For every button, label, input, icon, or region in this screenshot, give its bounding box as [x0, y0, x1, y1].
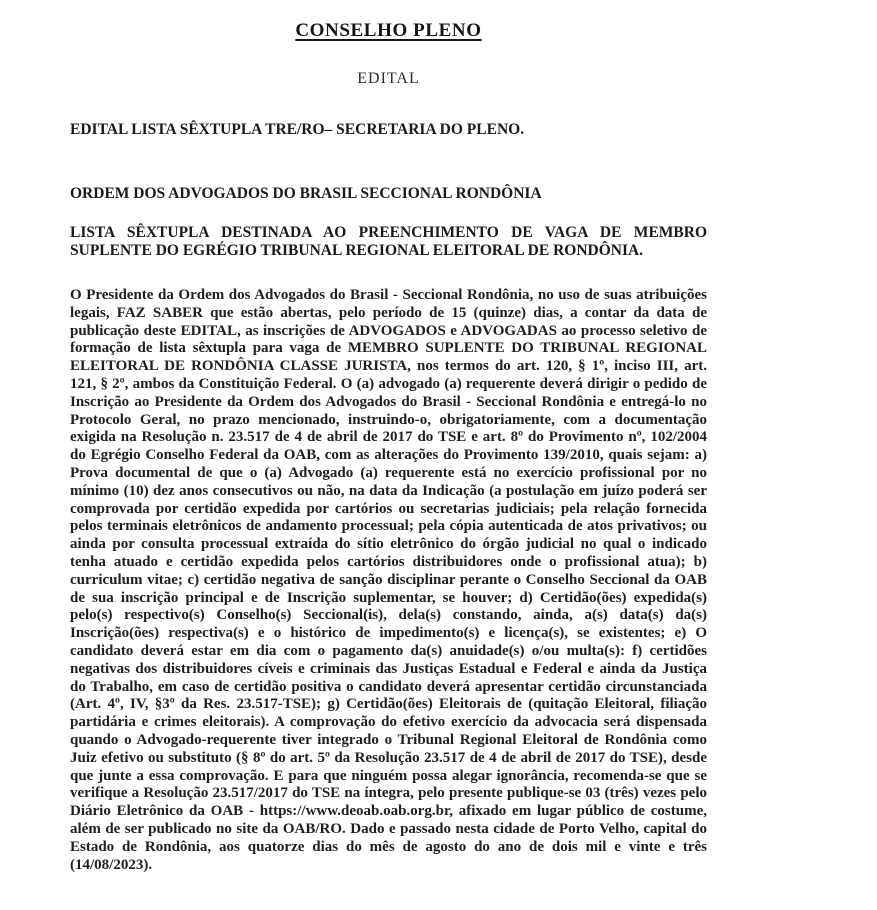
document-subtitle: EDITAL — [357, 70, 420, 87]
page-title — [70, 20, 707, 42]
heading-lista-sextupla-destinada: LISTA SÊXTUPLA DESTINADA AO PREENCHIMENTO DE VAGA DE MEMBRO SUPLENTE DO EGRÉGIO TRIBUNAL REGIONAL ELEITORAL DE RONDÔNIA. — [70, 224, 707, 259]
document-page — [70, 0, 707, 874]
heading-ordem-advogados: ORDEM DOS ADVOGADOS DO BRASIL SECCIONAL RONDÔNIA — [70, 185, 542, 202]
heading-edital-lista-sextupla: EDITAL LISTA SÊXTUPLA TRE/RO– SECRETARIA DO PLENO. — [70, 121, 525, 138]
edital-body-text: O Presidente da Ordem dos Advogados do Brasil - Seccional Rondônia, no uso de suas atribuições legais, FAZ SABER que estão abertas, pelo período de 15 (quinze) dias, a contar da data de publicação deste EDITAL, as inscrições de ADVOGADOS e ADVOGADAS ao processo seletivo de formação de lista sêxtupla para vaga de MEMBRO SUPLENTE DO TRIBUNAL REGIONAL ELEITORAL DE RONDÔNIA CLASSE JURISTA, nos termos do art. 120, § 1º, inciso III, art. 121, § 2º, ambos da Constituição Federal. O (a) advogado (a) requerente deverá dirigir o pedido de Inscrição ao Presidente da Ordem dos Advogados do Brasil - Seccional Rondônia e entregá-lo no Protocolo Geral, no prazo mencionado, instruindo-o, obrigatoriamente, com a documentação exigida na Resolução n. 23.517 de 4 de abril de 2017 do TSE e art. 8º do Provimento nº, 102/2004 do Egrégio Conselho Federal da OAB, com as alterações do Provimento 139/2010, quais sejam: a) Prova documental de que o (a) Advogado (a) requerente está no exercício profissional por no mínimo (10) dez anos consecutivos ou não, na data da Indicação (a postulação em juízo poderá ser comprovada por certidão expedida por cartórios ou secretarias judiciais; pela relação fornecida pelos terminais eletrônicos de andamento processual; pela cópia autenticada de atos privativos; ou ainda por consulta processual extraída do sítio eletrônico do órgão judicial no qual o indicado tenha atuado e certidão expedida pelos cartórios distribuidores onde o profissional atua); b) curriculum vitae; c) certidão negativa de sanção disciplinar perante o Conselho Seccional da OAB de sua inscrição principal e de Inscrição suplementar, se houver; d) Certidão(ões) expedida(s) pelo(s) respectivo(s) Conselho(s) Seccional(is), dela(s) constando, ainda, a(s) data(s) da(s) Inscrição(ões) respectiva(s) e o histórico de impedimento(s) e licença(s), se existentes; e) O candidato deverá estar em dia com o pagamento da(s) anuidade(s) o/ou multa(s): f) certidões negativas dos distribuidores cíveis e criminais das Justiças Estadual e Federal e ainda da Justiça do Trabalho, em caso de certidão positiva o candidato deverá apresentar certidão circunstanciada (Art. 4º, IV, §3º da Res. 23.517-TSE); g) Certidão(ões) Eleitorais de (quitação Eleitoral, filiação partidária e crimes eleitorais). A comprovação do efetivo exercício da advocacia será dispensada quando o Advogado-requerente tiver integrado o Tribunal Regional Eleitoral de Rondônia como Juiz efetivo ou substituto (§ 8º do art. 5º da Resolução 23.517 de 4 de abril de 2017 do TSE), desde que junte a essa comprovação. E para que ninguém possa alegar ignorância, recomenda-se que se verifique a Resolução 23.517/2017 do TSE na íntegra, pelo presente publique-se 03 (três) vezes pelo Diário Eletrônico da OAB - https://www.deoab.oab.org.br, afixado em lugar público de costume, além de ser publicado no site da OAB/RO. Dado e passado nesta cidade de Porto Velho, capital do Estado de Rondônia, aos quatorze dias do mês de agosto do ano de dois mil e vinte e três (14/08/2023). — [70, 287, 707, 873]
page-title-text: CONSELHO PLENO — [295, 20, 482, 41]
